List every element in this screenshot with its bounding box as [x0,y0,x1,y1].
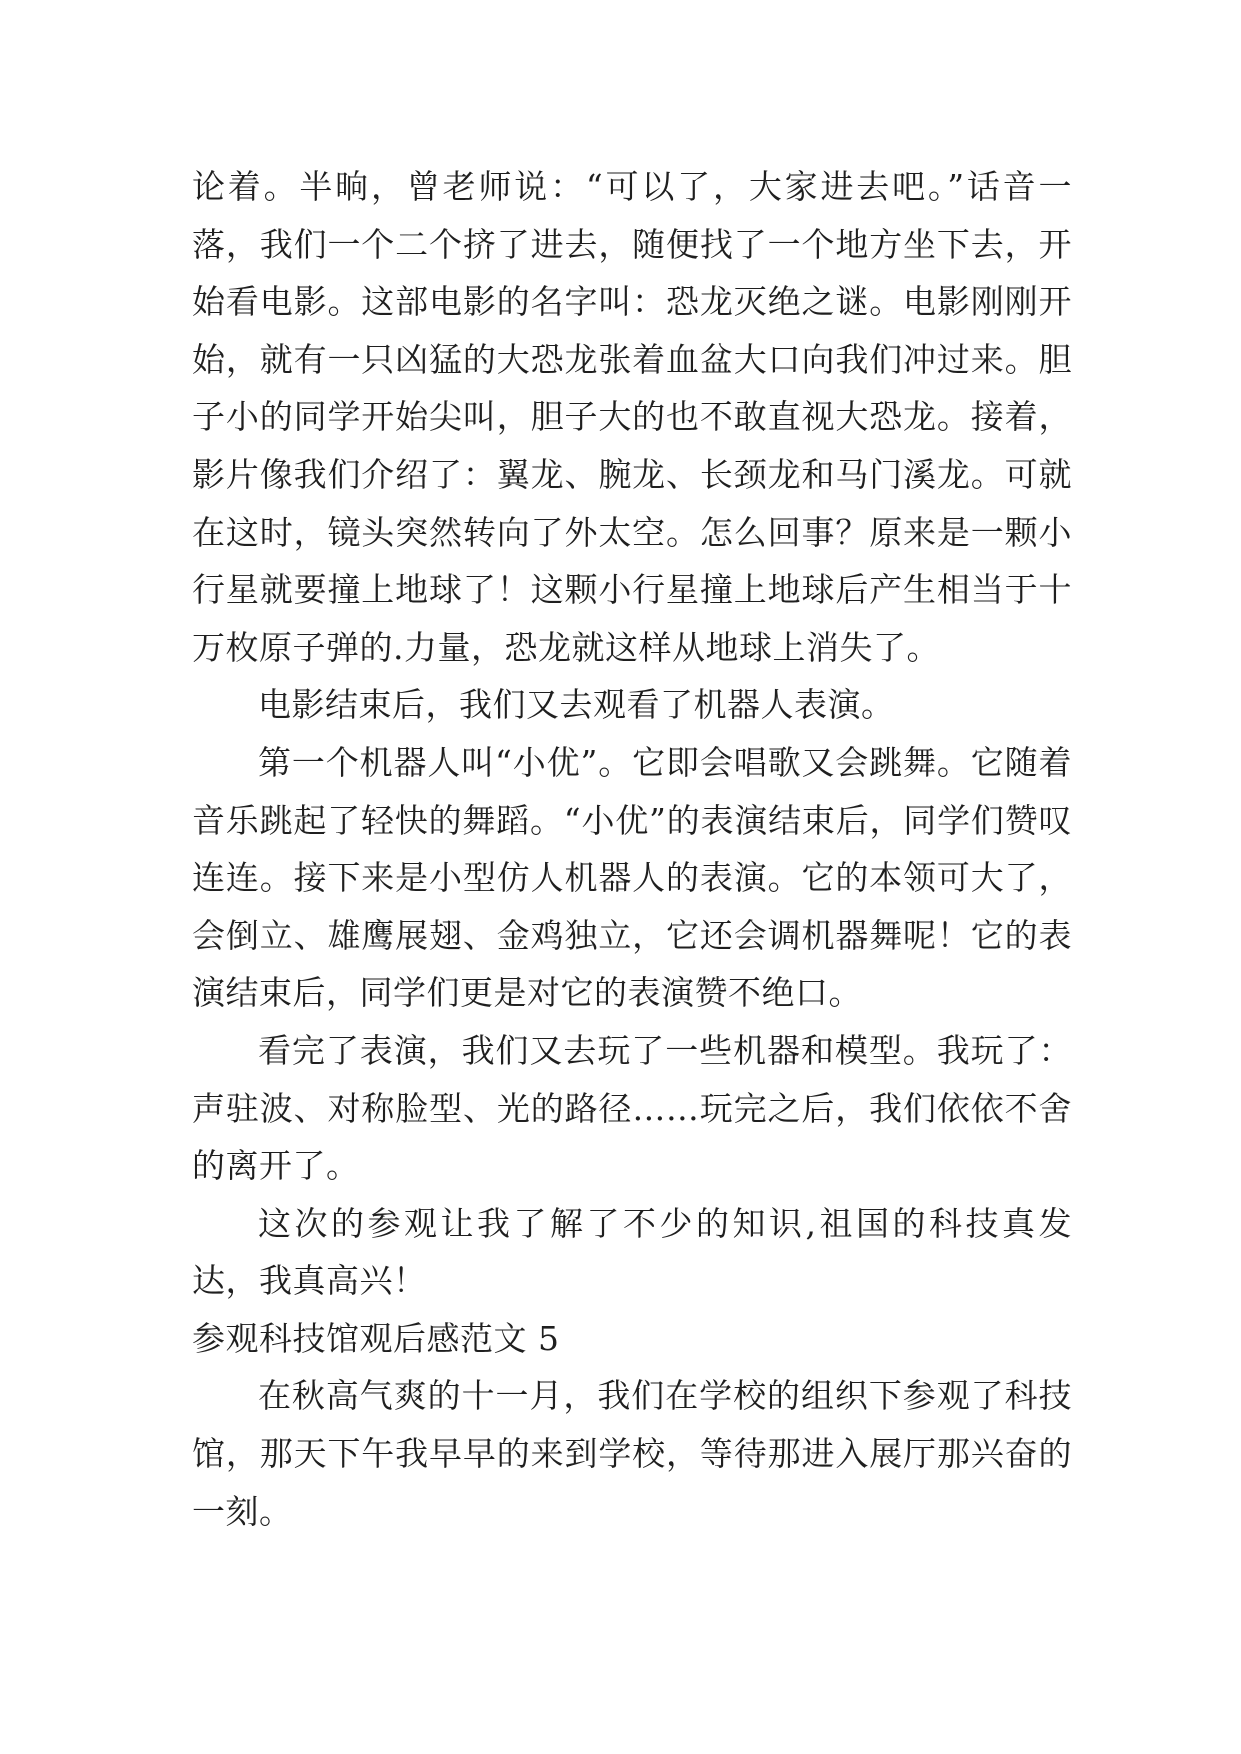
paragraph-essay-5-intro: 在秋高气爽的十一月，我们在学校的组织下参观了科技馆，那天下午我早早的来到学校，等待那进入展厅那兴奋的一刻。 [192,1376,1072,1531]
paragraph-robot-intro: 电影结束后，我们又去观看了机器人表演。 [258,685,895,725]
section-heading: 参观科技馆观后感范文 5 [192,1318,560,1358]
paragraph-robot-show: 第一个机器人叫“小优”。它即会唱歌又会跳舞。它随着音乐跳起了轻快的舞蹈。“小优”的表演结束后，同学们赞叹连连。接下来是小型仿人机器人的表演。它的本领可大了，会倒立、雄鹰展翅、金鸡独立，它还会调机器舞呢！它的表演结束后，同学们更是对它的表演赞不绝口。 [192,742,1072,1013]
paragraph-conclusion: 这次的参观让我了解了不少的知识,祖国的科技真发达，我真高兴！ [192,1203,1072,1301]
paragraph-models: 看完了表演，我们又去玩了一些机器和模型。我玩了：声驻波、对称脸型、光的路径……玩完之后，我们依依不舍的离开了。 [192,1030,1072,1186]
document-body [192,158,1072,1540]
paragraph-movie: 论着。半晌，曾老师说：“可以了，大家进去吧。”话音一落，我们一个二个挤了进去，随便找了一个地方坐下去，开始看电影。这部电影的名字叫：恐龙灭绝之谜。电影刚刚开始，就有一只凶猛的大恐龙张着血盆大口向我们冲过来。胆子小的同学开始尖叫，胆子大的也不敢直视大恐龙。接着，影片像我们介绍了：翼龙、腕龙、长颈龙和马门溪龙。可就在这时，镜头突然转向了外太空。怎么回事？原来是一颗小行星就要撞上地球了！这颗小行星撞上地球后产生相当于十万枚原子弹的.力量，恐龙就这样从地球上消失了。 [192,167,1072,667]
